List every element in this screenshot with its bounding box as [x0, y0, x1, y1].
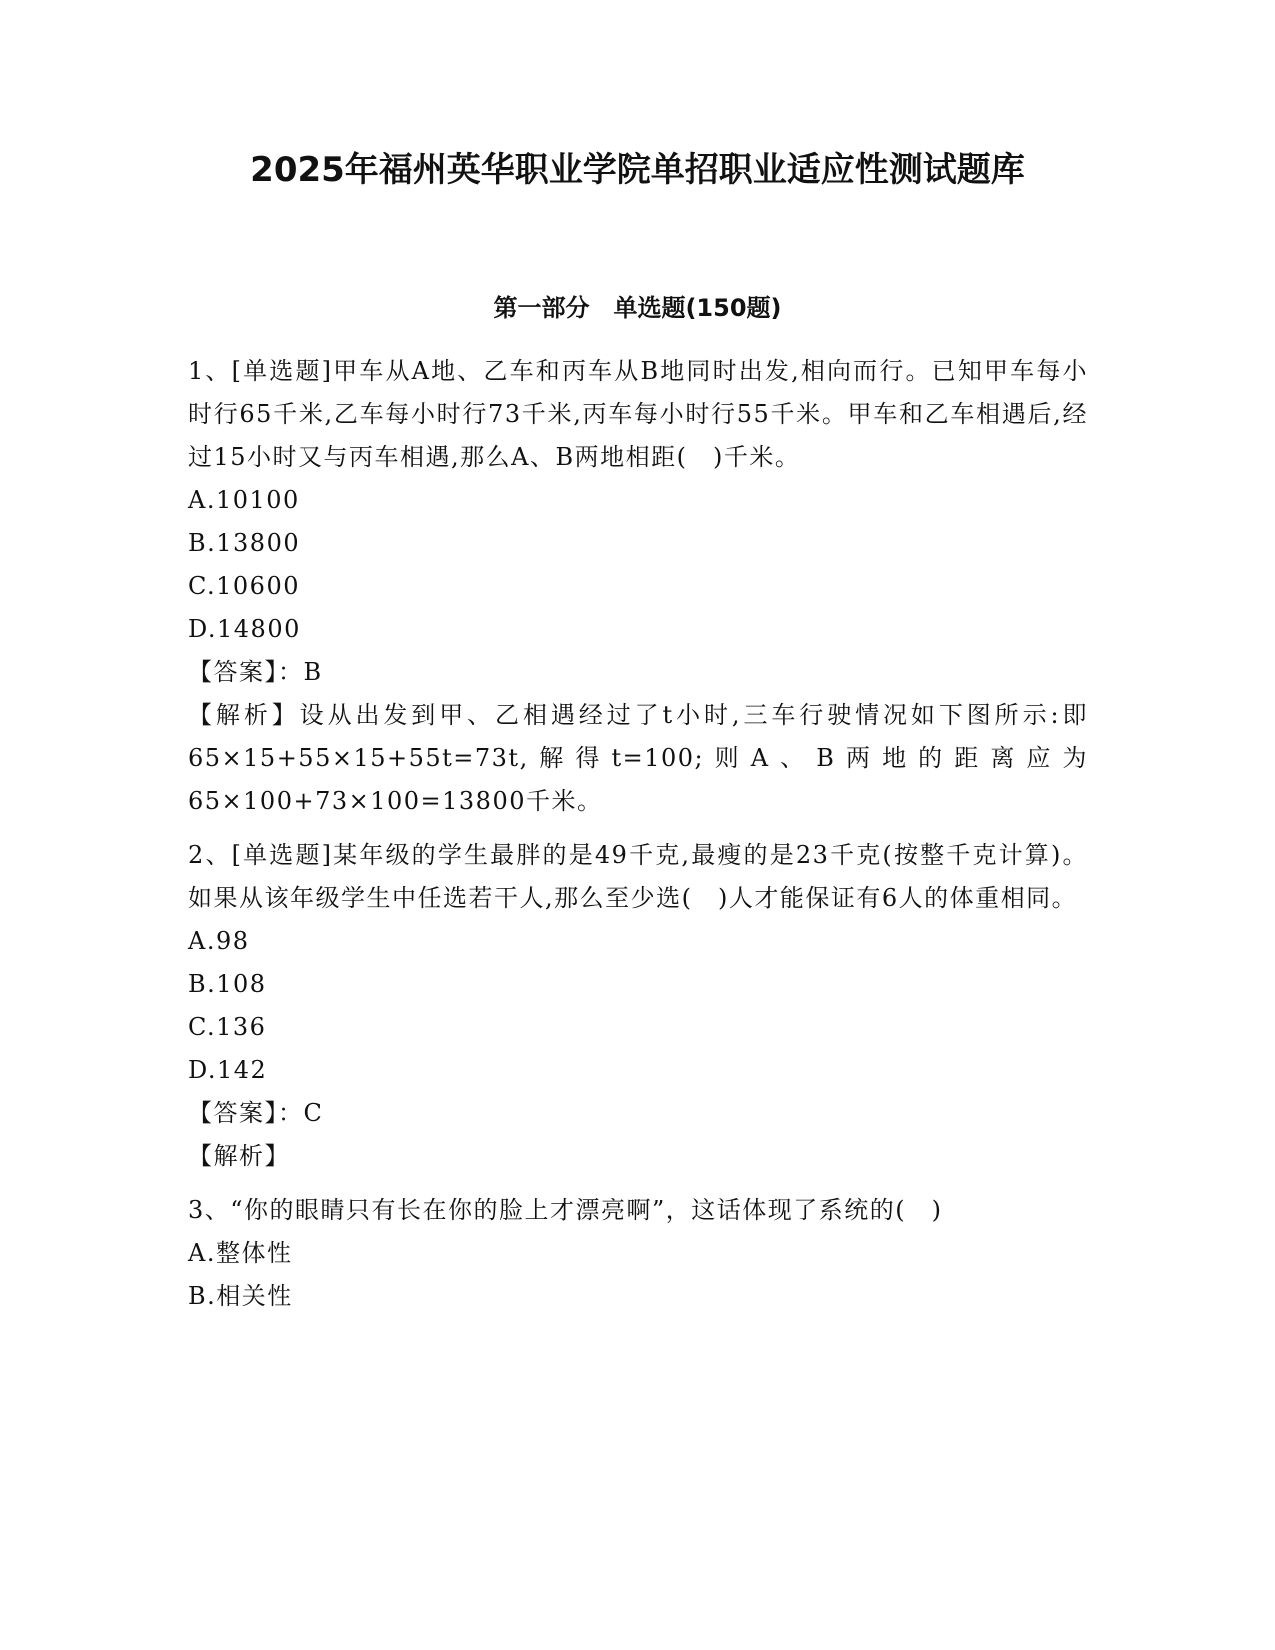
option-a: A.整体性	[188, 1239, 293, 1267]
analysis-text: 【解析】设从出发到甲、乙相遇经过了t小时,三车行驶情况如下图所示:即65×15+55×15+55t=73t,解得t=100;则A、B两地的距离应为65×100+73×100=13800千米。	[188, 701, 1088, 815]
option-b: B.108	[188, 970, 267, 998]
option-b: B.相关性	[188, 1282, 293, 1310]
option-d: D.14800	[188, 615, 301, 643]
option-d: D.142	[188, 1056, 268, 1084]
option-a: A.10100	[188, 486, 300, 514]
section-heading: 第一部分 单选题(150题)	[493, 294, 782, 322]
option-a: A.98	[188, 927, 250, 955]
answer-line: 【答案】：B	[188, 658, 323, 686]
option-b: B.13800	[188, 529, 301, 557]
page-title: 2025年福州英华职业学院单招职业适应性测试题库	[250, 150, 1025, 190]
option-c: C.136	[188, 1013, 267, 1041]
question-list	[188, 350, 1088, 1329]
question-stem: 3、“你的眼睛只有长在你的脸上才漂亮啊”，这话体现了系统的( )	[188, 1196, 943, 1224]
answer-line: 【答案】：C	[188, 1099, 324, 1127]
question-stem: 1、[单选题]甲车从A地、乙车和丙车从B地同时出发,相向而行。已知甲车每小时行65千米,乙车每小时行73千米,丙车每小时行55千米。甲车和乙车相遇后,经过15小时又与丙车相遇,那么A、B两地相距( )千米。	[188, 357, 1088, 471]
question-2	[188, 834, 1088, 1178]
option-c: C.10600	[188, 572, 300, 600]
question-stem: 2、[单选题]某年级的学生最胖的是49千克,最瘦的是23千克(按整千克计算)。如果从该年级学生中任选若干人,那么至少选( )人才能保证有6人的体重相同。	[188, 841, 1088, 912]
question-1	[188, 350, 1088, 823]
analysis-text: 【解析】	[188, 1142, 290, 1170]
question-3	[188, 1189, 1088, 1318]
